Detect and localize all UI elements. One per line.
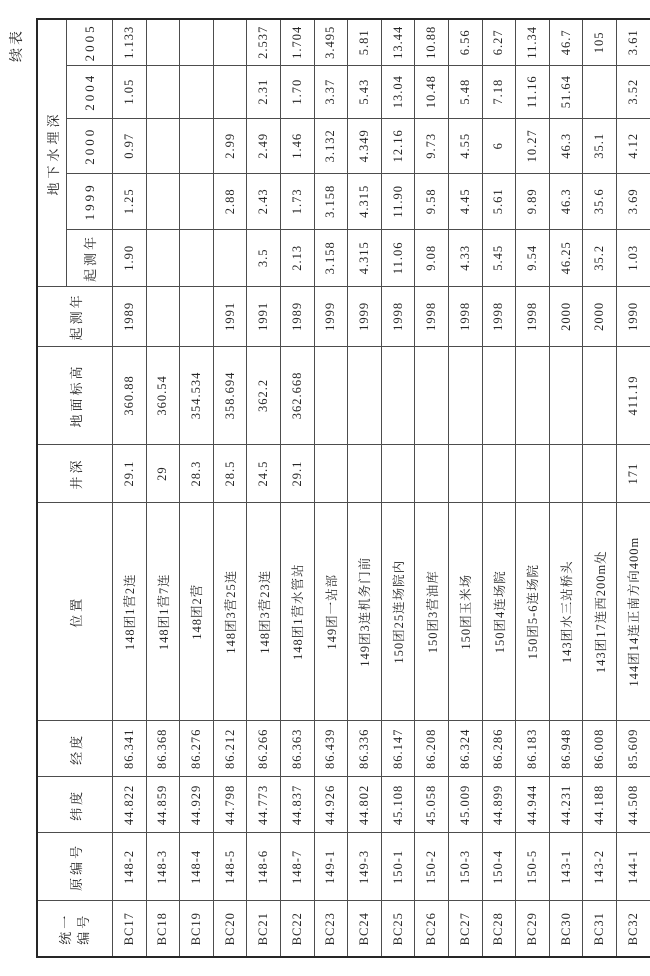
cell-longitude: 86.266 [247,721,281,777]
cell-unified-id: BC27 [448,901,482,957]
cell-start-year: 1989 [280,286,314,346]
cell-2004: 3.52 [616,65,650,118]
table-body [113,19,650,957]
table-row [549,19,583,957]
cell-start-year-depth: 2.13 [280,229,314,286]
cell-unified-id: BC26 [415,901,449,957]
cell-latitude: 45.108 [381,777,415,833]
cell-unified-id: BC23 [314,901,348,957]
cell-2000: 4.55 [448,118,482,173]
cell-start-year-depth: 11.06 [381,229,415,286]
cell-2005: 105 [583,19,617,65]
cell-location: 144团14连正南方向400m [616,503,650,721]
cell-latitude: 44.798 [213,777,247,833]
cell-ground-elevation: 360.88 [113,346,147,444]
cell-ground-elevation [549,346,583,444]
cell-latitude: 45.058 [415,777,449,833]
cell-unified-id: BC24 [348,901,382,957]
col-header-latitude: 纬度 [37,777,113,833]
cell-2005: 10.88 [415,19,449,65]
cell-well-depth [348,445,382,503]
cell-2000: 1.46 [280,118,314,173]
cell-latitude: 44.929 [180,777,214,833]
cell-location: 149团3连机务门前 [348,503,382,721]
cell-unified-id: BC28 [482,901,516,957]
table-row [213,19,247,957]
cell-2000: 4.349 [348,118,382,173]
cell-longitude: 86.336 [348,721,382,777]
cell-orig-id: 150-3 [448,833,482,901]
cell-longitude: 86.948 [549,721,583,777]
table-row [146,19,180,957]
cell-start-year: 1998 [415,286,449,346]
cell-2004: 5.43 [348,65,382,118]
cell-1999: 9.58 [415,173,449,229]
cell-1999: 1.73 [280,173,314,229]
cell-2005 [213,19,247,65]
cell-start-year: 1999 [348,286,382,346]
cell-unified-id: BC18 [146,901,180,957]
cell-orig-id: 149-1 [314,833,348,901]
cell-latitude: 44.231 [549,777,583,833]
cell-1999: 46.3 [549,173,583,229]
cell-ground-elevation [348,346,382,444]
cell-latitude: 44.944 [516,777,550,833]
cell-2004 [180,65,214,118]
cell-latitude: 45.009 [448,777,482,833]
cell-2000: 35.1 [583,118,617,173]
cell-2005 [180,19,214,65]
cell-1999 [146,173,180,229]
cell-2005: 13.44 [381,19,415,65]
cell-start-year [146,286,180,346]
cell-orig-id: 148-6 [247,833,281,901]
subcol-header-2000: 2000 [67,118,113,173]
cell-start-year-depth: 1.90 [113,229,147,286]
cell-ground-elevation: 362.668 [280,346,314,444]
cell-2000: 12.16 [381,118,415,173]
cell-start-year-depth: 4.33 [448,229,482,286]
cell-longitude: 86.212 [213,721,247,777]
cell-unified-id: BC20 [213,901,247,957]
cell-well-depth [516,445,550,503]
cell-2004: 51.64 [549,65,583,118]
subcol-header-1999: 1999 [67,173,113,229]
table-row [314,19,348,957]
cell-1999: 2.43 [247,173,281,229]
cell-longitude: 86.324 [448,721,482,777]
cell-orig-id: 150-4 [482,833,516,901]
cell-1999: 2.88 [213,173,247,229]
cell-2004: 7.18 [482,65,516,118]
cell-2004: 10.48 [415,65,449,118]
cell-start-year: 2000 [549,286,583,346]
cell-orig-id: 148-2 [113,833,147,901]
cell-latitude: 44.837 [280,777,314,833]
cell-2000: 46.3 [549,118,583,173]
cell-latitude: 44.773 [247,777,281,833]
cell-well-depth [583,445,617,503]
cell-2004: 11.16 [516,65,550,118]
cell-2004 [583,65,617,118]
cell-start-year: 1998 [482,286,516,346]
cell-2004: 13.04 [381,65,415,118]
cell-start-year: 1999 [314,286,348,346]
cell-latitude: 44.822 [113,777,147,833]
cell-latitude: 44.188 [583,777,617,833]
cell-start-year: 1990 [616,286,650,346]
cell-unified-id: BC19 [180,901,214,957]
cell-orig-id: 148-4 [180,833,214,901]
cell-start-year-depth: 46.25 [549,229,583,286]
cell-2000: 9.73 [415,118,449,173]
cell-2004: 1.70 [280,65,314,118]
cell-start-year: 1989 [113,286,147,346]
table-caption: 续表 [10,28,25,62]
cell-unified-id: BC32 [616,901,650,957]
cell-1999: 1.25 [113,173,147,229]
cell-2004: 5.48 [448,65,482,118]
cell-well-depth: 171 [616,445,650,503]
cell-2000: 3.132 [314,118,348,173]
cell-location: 143团水三站桥头 [549,503,583,721]
table-row [616,19,650,957]
cell-start-year [180,286,214,346]
cell-location: 150团25连场院内 [381,503,415,721]
cell-unified-id: BC22 [280,901,314,957]
cell-ground-elevation: 354.534 [180,346,214,444]
table-row [516,19,550,957]
cell-orig-id: 150-1 [381,833,415,901]
table-row [482,19,516,957]
cell-well-depth: 28.3 [180,445,214,503]
cell-unified-id: BC25 [381,901,415,957]
cell-ground-elevation [381,346,415,444]
table-row [381,19,415,957]
cell-ground-elevation [516,346,550,444]
cell-orig-id: 143-1 [549,833,583,901]
cell-1999: 35.6 [583,173,617,229]
cell-longitude: 86.008 [583,721,617,777]
cell-well-depth [314,445,348,503]
cell-longitude: 86.286 [482,721,516,777]
table-row [448,19,482,957]
cell-location: 148团1营2连 [113,503,147,721]
col-header-orig-id: 原编号 [37,833,113,901]
cell-ground-elevation [448,346,482,444]
cell-longitude: 86.439 [314,721,348,777]
cell-2000: 2.99 [213,118,247,173]
cell-1999: 9.89 [516,173,550,229]
col-header-unified-id: 统一编号 [37,901,113,957]
cell-longitude: 85.609 [616,721,650,777]
cell-latitude: 44.926 [314,777,348,833]
cell-start-year: 1998 [381,286,415,346]
cell-2004 [146,65,180,118]
cell-1999: 5.61 [482,173,516,229]
cell-start-year: 1991 [247,286,281,346]
cell-start-year-depth [146,229,180,286]
cell-2004: 2.31 [247,65,281,118]
cell-ground-elevation: 411.19 [616,346,650,444]
header-row-group [37,19,67,957]
cell-well-depth [381,445,415,503]
cell-orig-id: 149-3 [348,833,382,901]
cell-orig-id: 144-1 [616,833,650,901]
cell-start-year: 1998 [448,286,482,346]
cell-2000: 0.97 [113,118,147,173]
cell-unified-id: BC29 [516,901,550,957]
cell-start-year: 2000 [583,286,617,346]
cell-location: 149团一站部 [314,503,348,721]
cell-well-depth: 28.5 [213,445,247,503]
cell-2004: 1.05 [113,65,147,118]
cell-2000: 2.49 [247,118,281,173]
table-row [247,19,281,957]
cell-1999: 3.69 [616,173,650,229]
cell-2005: 2.537 [247,19,281,65]
table-header [37,19,113,957]
groundwater-depth-table [36,18,650,958]
cell-well-depth [415,445,449,503]
cell-start-year-depth: 3.158 [314,229,348,286]
col-group-header-groundwater-depth: 地下水埋深 [37,19,67,286]
cell-2005: 1.133 [113,19,147,65]
cell-2005: 6.56 [448,19,482,65]
cell-2000: 6 [482,118,516,173]
cell-1999: 4.45 [448,173,482,229]
cell-start-year-depth: 1.03 [616,229,650,286]
table-row [415,19,449,957]
cell-unified-id: BC21 [247,901,281,957]
cell-ground-elevation [415,346,449,444]
cell-1999 [180,173,214,229]
col-header-ground-elevation: 地面标高 [37,346,113,444]
cell-start-year-depth: 35.2 [583,229,617,286]
cell-location: 143团17连西200m处 [583,503,617,721]
cell-well-depth [448,445,482,503]
cell-well-depth [482,445,516,503]
subcol-header-2004: 2004 [67,65,113,118]
cell-unified-id: BC31 [583,901,617,957]
col-header-location: 位置 [37,503,113,721]
cell-start-year-depth: 9.08 [415,229,449,286]
cell-orig-id: 150-2 [415,833,449,901]
cell-1999: 3.158 [314,173,348,229]
cell-2000 [146,118,180,173]
cell-latitude: 44.899 [482,777,516,833]
col-header-well-depth: 井深 [37,445,113,503]
cell-location: 150团玉米场 [448,503,482,721]
cell-start-year: 1998 [516,286,550,346]
cell-2005 [146,19,180,65]
cell-orig-id: 148-7 [280,833,314,901]
cell-latitude: 44.508 [616,777,650,833]
cell-longitude: 86.363 [280,721,314,777]
cell-1999: 4.315 [348,173,382,229]
cell-2005: 11.34 [516,19,550,65]
cell-location: 148团1营7连 [146,503,180,721]
subcol-header-start-year-depth: 起测年 [67,229,113,286]
cell-orig-id: 148-5 [213,833,247,901]
cell-1999: 11.90 [381,173,415,229]
cell-ground-elevation: 360.54 [146,346,180,444]
table-row [180,19,214,957]
cell-longitude: 86.368 [146,721,180,777]
table-row [113,19,147,957]
table-row [348,19,382,957]
cell-longitude: 86.208 [415,721,449,777]
cell-ground-elevation [583,346,617,444]
cell-orig-id: 143-2 [583,833,617,901]
cell-location: 150团4连场院 [482,503,516,721]
cell-unified-id: BC17 [113,901,147,957]
cell-location: 148团3营25连 [213,503,247,721]
cell-latitude: 44.859 [146,777,180,833]
cell-2005: 5.81 [348,19,382,65]
cell-2005: 46.7 [549,19,583,65]
cell-ground-elevation: 358.694 [213,346,247,444]
table-row [280,19,314,957]
cell-2004: 3.37 [314,65,348,118]
cell-orig-id: 150-5 [516,833,550,901]
cell-start-year-depth: 5.45 [482,229,516,286]
cell-location: 150团5-6连场院 [516,503,550,721]
cell-well-depth [549,445,583,503]
cell-start-year: 1991 [213,286,247,346]
cell-unified-id: BC30 [549,901,583,957]
cell-ground-elevation: 362.2 [247,346,281,444]
cell-orig-id: 148-3 [146,833,180,901]
cell-well-depth: 29 [146,445,180,503]
cell-start-year-depth [213,229,247,286]
cell-longitude: 86.147 [381,721,415,777]
cell-2000 [180,118,214,173]
cell-longitude: 86.341 [113,721,147,777]
cell-location: 150团3营油库 [415,503,449,721]
cell-well-depth: 29.1 [113,445,147,503]
cell-start-year-depth [180,229,214,286]
cell-well-depth: 24.5 [247,445,281,503]
cell-longitude: 86.276 [180,721,214,777]
col-header-start-year: 起测年 [37,286,113,346]
cell-start-year-depth: 4.315 [348,229,382,286]
cell-start-year-depth: 9.54 [516,229,550,286]
cell-2000: 10.27 [516,118,550,173]
cell-start-year-depth: 3.5 [247,229,281,286]
cell-2005: 6.27 [482,19,516,65]
cell-latitude: 44.802 [348,777,382,833]
cell-2000: 4.12 [616,118,650,173]
cell-2005: 3.495 [314,19,348,65]
cell-well-depth: 29.1 [280,445,314,503]
cell-2004 [213,65,247,118]
table-row [583,19,617,957]
cell-longitude: 86.183 [516,721,550,777]
cell-location: 148团1营水管站 [280,503,314,721]
cell-ground-elevation [314,346,348,444]
cell-2005: 1.704 [280,19,314,65]
cell-location: 148团3营23连 [247,503,281,721]
cell-ground-elevation [482,346,516,444]
col-header-longitude: 经度 [37,721,113,777]
cell-2005: 3.61 [616,19,650,65]
subcol-header-2005: 2005 [67,19,113,65]
cell-location: 148团2营 [180,503,214,721]
